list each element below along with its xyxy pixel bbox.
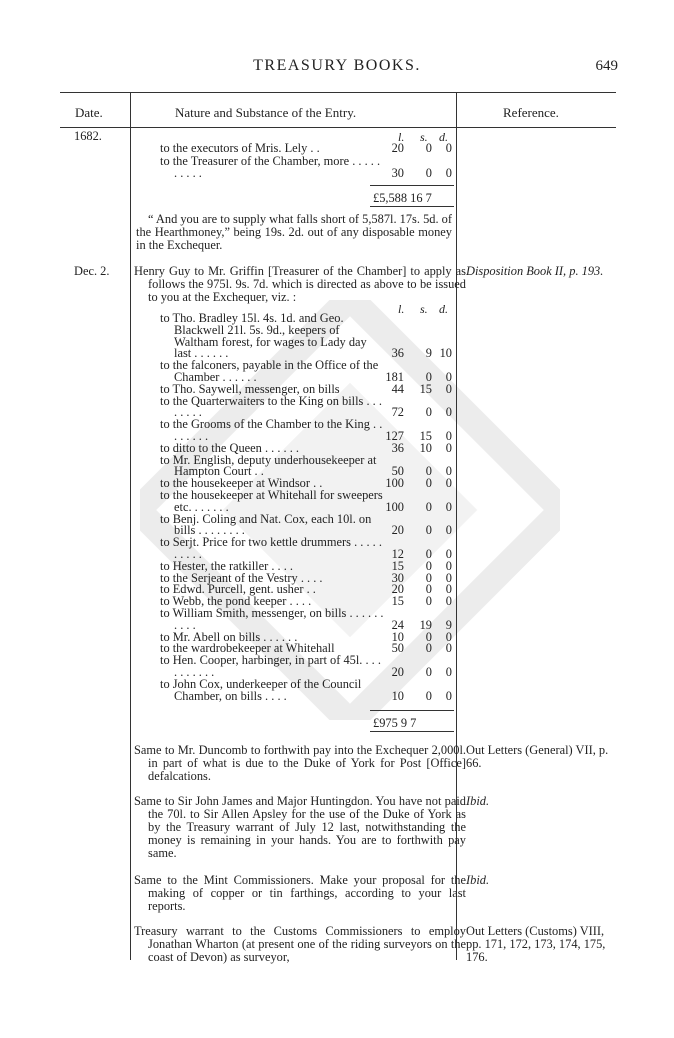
date-column-divider bbox=[130, 92, 131, 960]
item-pence: 0 bbox=[445, 428, 452, 443]
lsd-pounds-head: l. bbox=[398, 302, 405, 316]
ledger-item bbox=[160, 537, 454, 561]
entry-paragraph: Same to Sir John James and Major Huntingdon. You have not paid the 70l. to Sir Allen Apsley for the use of the Duke of York as by the Treasury warrant of July 12 last, notwithstanding the money is remaining in your hands. You are to forthwith pay same. bbox=[134, 794, 466, 860]
item-text: to Hester, the ratkiller . . . . bbox=[160, 558, 294, 573]
item-pence: 0 bbox=[445, 165, 452, 180]
item-pounds: 24 bbox=[391, 617, 404, 632]
lsd-pence-head: d. bbox=[439, 302, 448, 316]
entry-reference: Out Letters (Customs) VIII, pp. 171, 172, 173, 174, 175, 176. bbox=[466, 924, 606, 964]
item-text: to Benj. Coling and Nat. Cox, each 10l. on bills . . . . . . . . bbox=[160, 511, 372, 538]
item-pounds: 50 bbox=[391, 641, 404, 656]
ledger-item bbox=[160, 605, 454, 632]
item-shillings: 0 bbox=[425, 523, 432, 538]
item-shillings: 19 bbox=[419, 617, 432, 632]
lsd-shillings-head: s. bbox=[420, 302, 428, 316]
item-text: to the falconers, payable in the Office of the Chamber . . . . . . bbox=[160, 358, 379, 384]
page-number: 649 bbox=[595, 58, 618, 74]
item-shillings: 10 bbox=[419, 440, 432, 455]
item-pence: 0 bbox=[445, 464, 452, 479]
ledger-list-dec2 bbox=[160, 313, 454, 702]
item-text: to Edwd. Purcell, gent. usher . . bbox=[160, 582, 316, 597]
item-pence: 0 bbox=[445, 499, 452, 514]
header-bottom-rule bbox=[60, 127, 616, 128]
item-shillings: 0 bbox=[425, 405, 432, 420]
item-shillings: 0 bbox=[425, 558, 432, 573]
entry-reference: Out Letters (General) VII, p. 66. bbox=[466, 743, 609, 770]
item-text: to the housekeeper at Whitehall for sweepers etc. . . . . . . bbox=[160, 487, 383, 514]
item-pounds: 181 bbox=[385, 369, 404, 384]
entry-reference bbox=[466, 265, 626, 278]
item-shillings: 0 bbox=[425, 594, 432, 609]
ledger-item bbox=[160, 655, 454, 679]
table-top-rule bbox=[60, 92, 616, 93]
item-pounds: 20 bbox=[391, 523, 404, 538]
item-pounds: 15 bbox=[391, 558, 404, 573]
lsd-shillings-head: s. bbox=[420, 130, 428, 144]
item-pence: 0 bbox=[445, 594, 452, 609]
ledger-item bbox=[160, 360, 454, 384]
item-pence: 10 bbox=[439, 346, 452, 361]
item-pounds: 72 bbox=[391, 405, 404, 420]
item-text: to Tho. Saywell, messenger, on bills bbox=[160, 381, 340, 396]
entry-date: Dec. 2. bbox=[74, 264, 110, 278]
item-pounds: 100 bbox=[385, 499, 404, 514]
item-text: to ditto to the Queen . . . . . . bbox=[160, 440, 300, 455]
item-pence: 0 bbox=[445, 369, 452, 384]
entry-reference: Ibid. bbox=[466, 873, 490, 887]
item-text: to the Quarterwaiters to the King on bills . . . . . . . . bbox=[160, 393, 382, 420]
ledger-item bbox=[160, 487, 454, 514]
ledger-item bbox=[160, 452, 454, 479]
item-pence: 0 bbox=[445, 141, 452, 156]
item-pence: 9 bbox=[445, 617, 452, 632]
item-shillings: 15 bbox=[419, 381, 432, 396]
ledger-item bbox=[160, 419, 454, 443]
reference-text: Disposition Book II, p. 193. bbox=[466, 264, 604, 278]
entry-intro: Henry Guy to Mr. Griffin [Treasurer of the Chamber] to apply as follows the 975l. 9s. 7d. which is directed as above to be issued to you at the Exchequer, viz. : bbox=[134, 264, 466, 304]
sum-rule bbox=[370, 185, 454, 186]
item-shillings: 0 bbox=[425, 141, 432, 156]
item-text: to the housekeeper at Windsor . . bbox=[160, 476, 323, 491]
running-title: TREASURY BOOKS. bbox=[253, 57, 421, 74]
column-header-date: Date. bbox=[75, 105, 103, 120]
item-shillings: 0 bbox=[425, 476, 432, 491]
item-text: to Tho. Bradley 15l. 4s. 1d. and Geo. Blackwell 21l. 5s. 9d., keepers of Waltham forest, for wages to Lady day last . . . . . . bbox=[160, 311, 367, 361]
entry-paragraph: Same to Mr. Duncomb to forthwith pay into the Exchequer 2,000l. in part of what is due to the Duke of York for Post [Office] defalcations. bbox=[134, 743, 466, 783]
ledger-item bbox=[160, 676, 454, 703]
item-text: to Mr. Abell on bills . . . . . . bbox=[160, 629, 298, 644]
item-shillings: 15 bbox=[419, 428, 432, 443]
item-text: to John Cox, underkeeper of the Council Chamber, on bills . . . . bbox=[160, 676, 362, 703]
item-text: to Webb, the pond keeper . . . . bbox=[160, 594, 312, 609]
item-pounds: 36 bbox=[391, 440, 404, 455]
item-pounds: 20 bbox=[391, 141, 404, 156]
ledger-list-1682 bbox=[160, 143, 454, 180]
sum-rule bbox=[370, 206, 454, 207]
entry-paragraph: Same to the Mint Commissioners. Make your proposal for the making of copper or tin farthings, according to your last reports. bbox=[134, 873, 466, 913]
item-pounds: 20 bbox=[391, 582, 404, 597]
item-shillings: 0 bbox=[425, 688, 432, 703]
ledger-item bbox=[160, 393, 454, 420]
item-pounds: 127 bbox=[385, 428, 404, 443]
item-shillings: 0 bbox=[425, 570, 432, 585]
item-text: to William Smith, messenger, on bills . . . . . . . . . . bbox=[160, 605, 384, 632]
item-pence: 0 bbox=[445, 546, 452, 561]
sum-rule bbox=[370, 731, 454, 732]
item-shillings: 0 bbox=[425, 369, 432, 384]
lsd-pence-head: d. bbox=[439, 130, 448, 144]
entry-date: 1682. bbox=[74, 129, 102, 143]
item-pence: 0 bbox=[445, 405, 452, 420]
item-shillings: 0 bbox=[425, 546, 432, 561]
item-text: to the Grooms of the Chamber to the King . . . . . . . . bbox=[160, 417, 383, 443]
item-pounds: 12 bbox=[391, 546, 404, 561]
item-pounds: 100 bbox=[385, 476, 404, 491]
total-1682: £5,588 16 7 bbox=[373, 191, 432, 205]
item-pounds: 20 bbox=[391, 664, 404, 679]
item-pounds: 30 bbox=[391, 570, 404, 585]
item-shillings: 0 bbox=[425, 582, 432, 597]
item-pence: 0 bbox=[445, 629, 452, 644]
item-pence: 0 bbox=[445, 641, 452, 656]
sum-rule bbox=[370, 710, 454, 711]
item-shillings: 0 bbox=[425, 499, 432, 514]
column-header-nature: Nature and Substance of the Entry. bbox=[175, 105, 357, 120]
item-shillings: 0 bbox=[425, 641, 432, 656]
quote-paragraph: “ And you are to supply what falls short of 5,587l. 17s. 5d. of the Hearthmoney,” being 19s. 2d. out of any disposable money in the Exchequer. bbox=[136, 212, 452, 252]
total-dec2: £975 9 7 bbox=[373, 716, 417, 730]
ledger-item bbox=[160, 156, 454, 180]
item-pounds: 10 bbox=[391, 688, 404, 703]
ledger-item bbox=[160, 313, 454, 360]
entry-paragraph: Treasury warrant to the Customs Commissioners to employ Jonathan Wharton (at present one of the riding surveyors on the coast of Devon) as surveyor, bbox=[134, 924, 466, 964]
ledger-item bbox=[160, 511, 454, 538]
item-pence: 0 bbox=[445, 381, 452, 396]
item-pence: 0 bbox=[445, 440, 452, 455]
item-pounds: 30 bbox=[391, 165, 404, 180]
item-pounds: 10 bbox=[391, 629, 404, 644]
item-text: to the executors of Mris. Lely . . bbox=[160, 141, 320, 155]
item-pence: 0 bbox=[445, 523, 452, 538]
item-pence: 0 bbox=[445, 476, 452, 491]
item-text: to Hen. Cooper, harbinger, in part of 45l. . . . . . . . . . . bbox=[160, 653, 381, 679]
item-pounds: 50 bbox=[391, 464, 404, 479]
item-text: to Mr. English, deputy underhousekeeper at Hampton Court . . bbox=[160, 452, 377, 479]
lsd-pounds-head: l. bbox=[398, 130, 405, 144]
item-pounds: 15 bbox=[391, 594, 404, 609]
item-shillings: 0 bbox=[425, 664, 432, 679]
item-pounds: 36 bbox=[391, 346, 404, 361]
item-shillings: 0 bbox=[425, 629, 432, 644]
item-pence: 0 bbox=[445, 558, 452, 573]
item-pence: 0 bbox=[445, 664, 452, 679]
item-shillings: 9 bbox=[425, 346, 432, 361]
item-shillings: 0 bbox=[425, 464, 432, 479]
item-shillings: 0 bbox=[425, 165, 432, 180]
item-text: to the wardrobekeeper at Whitehall bbox=[160, 641, 335, 656]
item-pence: 0 bbox=[445, 688, 452, 703]
entry-reference: Ibid. bbox=[466, 794, 490, 808]
item-text: to Serjt. Price for two kettle drummers . . . . . . . . . . bbox=[160, 535, 382, 561]
item-pence: 0 bbox=[445, 570, 452, 585]
item-pence: 0 bbox=[445, 582, 452, 597]
item-text: to the Treasurer of the Chamber, more . . . . . . . . . . bbox=[160, 154, 381, 180]
item-pounds: 44 bbox=[391, 381, 404, 396]
column-header-reference: Reference. bbox=[503, 105, 559, 120]
item-text: to the Serjeant of the Vestry . . . . bbox=[160, 570, 323, 585]
